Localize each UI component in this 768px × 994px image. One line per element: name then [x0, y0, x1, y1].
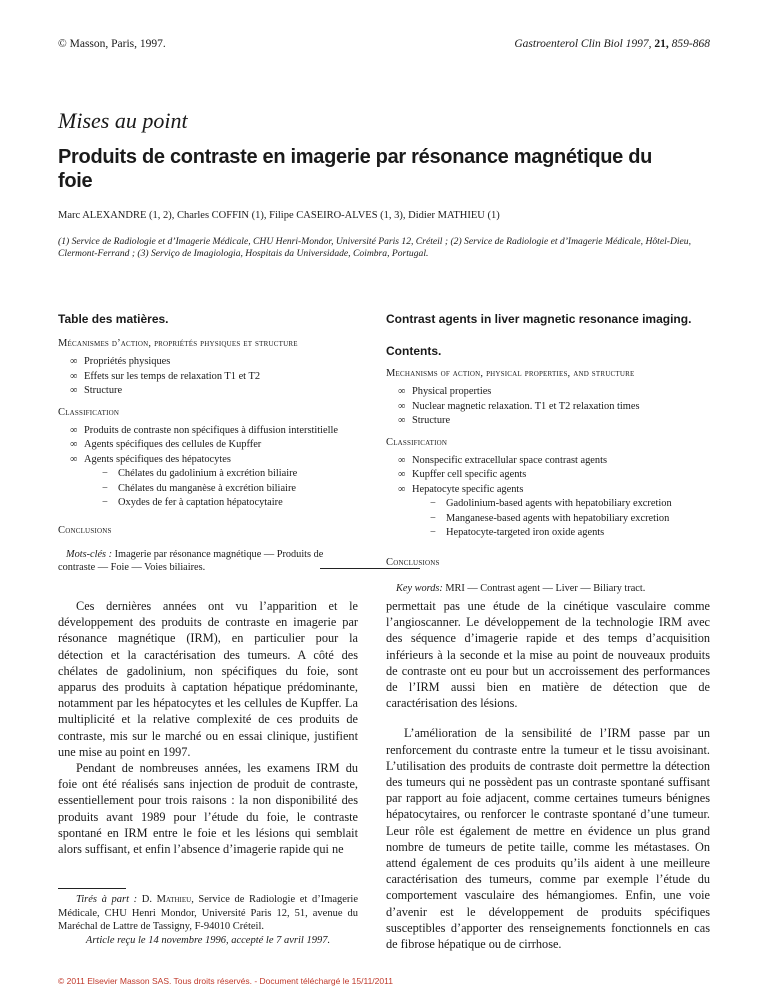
toc-section-conclusions: Conclusions	[58, 524, 112, 536]
reprint-note: Tirés à part : D. Mathieu, Service de Radiologie et d’Imagerie Médicale, CHU Henri Mondor, Université Paris 12, 51, avenue du Maréchal de Lattre de Tassigny, F-94010 Créteil.	[58, 894, 359, 932]
toc-list-classification	[58, 424, 358, 511]
keywords-english: Key words: MRI — Contrast agent — Liver — Biliary tract.	[396, 582, 646, 594]
toc-english	[386, 312, 710, 595]
toc-section-conclusions-en: Conclusions	[386, 556, 440, 568]
toc-item: ∞ Agents spécifiques des hépatocytes	[70, 453, 231, 465]
copyright-header: © Masson, Paris, 1997.	[58, 38, 166, 50]
paragraph: permettait pas une étude de la cinétique vasculaire comme l’angioscanner. Le développement de la technologie IRM avec des séquence d’imagerie rapide et des temps d’acquisition inférieurs à la seconde et la mise au point de nouveaux produits de contraste ont eu pour but un accroissement des performances de l’IRM aussi bien en matière de détection que de caractérisation des lésions.	[386, 599, 710, 711]
toc-item: ∞ Nonspecific extracellular space contrast agents	[398, 454, 608, 466]
separator-rule	[320, 568, 420, 569]
toc-section-mechanisms-en: Mechanisms of action, physical properties, and structure	[386, 368, 635, 379]
toc-subitem: − Gadolinium-based agents with hepatobiliary excretion	[430, 498, 672, 509]
toc-item: ∞ Kupffer cell specific agents	[398, 469, 527, 480]
authors: Marc ALEXANDRE (1, 2), Charles COFFIN (1), Filipe CASEIRO-ALVES (1, 3), Didier MATHIEU (1)	[58, 210, 500, 221]
toc-item: ∞ Hepatocyte specific agents	[398, 483, 524, 495]
article-title: Produits de contraste en imagerie par résonance magnétique du foie	[58, 146, 653, 192]
download-notice: © 2011 Elsevier Masson SAS. Tous droits réservés. - Document téléchargé le 15/11/2011	[58, 976, 393, 986]
journal-name: Gastroenterol Clin Biol	[514, 38, 623, 50]
toc-section-classification-en: Classification	[386, 436, 448, 448]
footnote	[58, 893, 358, 947]
toc-subitem: − Chélates du gadolinium à excrétion biliaire	[102, 468, 298, 479]
toc-item: ∞ Effets sur les temps de relaxation T1 et T2	[70, 370, 261, 382]
body-column-left	[58, 598, 358, 857]
paragraph: Ces dernières années ont vu l’apparition et le développement des produits de contraste en imagerie par résonance magnétique (IRM), en particulier pour la détection et la caractérisation des tumeurs. A côté des chélates de gadolinium, non spécifiques du foie, sont apparus des produits à captation hépatique prédominante, notamment par les hépatocytes et les cellules de Kupffer. La multiplicité et la relative complexité de ces produits de contraste, mis sur le marché ou en essai clinique, justifient une mise au point en 1997.	[58, 599, 358, 759]
received-note: Article reçu le 14 novembre 1996, accepté le 7 avril 1997.	[85, 934, 331, 946]
toc-french	[58, 312, 358, 574]
toc-item: ∞ Structure	[70, 385, 123, 396]
english-title: Contrast agents in liver magnetic resonance imaging.	[386, 312, 692, 326]
toc-section-classification: Classification	[58, 406, 120, 418]
section-label: Mises au point	[58, 108, 188, 133]
journal-citation	[514, 38, 710, 50]
paragraph: L’amélioration de la sensibilité de l’IRM passe par un renforcement du contraste entre la tumeur et le tissu avoisinant. L’utilisation des produits de contraste doit permettre la détection des tumeurs qui ne possèdent pas un contraste spontané suffisant par rapport au foie adjacent, comme certaines tumeurs bénignes hépatocytaires, ou renforcer le contraste spontané d’une tumeur. Leur rôle est également de mettre en évidence un plus grand nombre de tumeurs de petite taille, comme les métastases. On attend également de ces produits qu’ils aident à une meilleure caractérisation des tumeurs, comme par exemple l’étude du comportement vasculaire des hémangiomes. Enfin, une voie d’avenir est le développement de produits spécifiques susceptibles d’apporter des renseignements fonctionnels en cas de fibrose hépatique ou de cirrhose.	[386, 726, 710, 952]
toc-subitem: − Chélates du manganèse à excrétion biliaire	[102, 482, 297, 494]
toc-subitem: − Oxydes de fer à captation hépatocytaire	[102, 497, 283, 508]
toc-item: ∞ Structure	[398, 415, 451, 426]
toc-list-classification-en	[386, 454, 710, 541]
body-column-right	[386, 598, 710, 952]
journal-pages: 859-868	[671, 38, 710, 50]
toc-item: ∞ Nuclear magnetic relaxation. T1 et T2 relaxation times	[398, 400, 640, 412]
journal-year: 1997,	[625, 38, 652, 50]
toc-item: ∞ Agents spécifiques des cellules de Kupffer	[70, 439, 262, 450]
toc-item: ∞ Propriétés physiques	[70, 356, 171, 367]
affiliations: (1) Service de Radiologie et d’Imagerie Médicale, CHU Henri-Mondor, Université Paris 12, Créteil ; (2) Service de Radiologie et d’Imagerie Médicale, Hôtel-Dieu, Clermont-Ferrand ; (3) Serviço de Imagiologia, Hospitais da Universidade, Coimbra, Portugal.	[58, 236, 691, 259]
toc-heading: Table des matières.	[58, 312, 169, 326]
toc-item: ∞ Physical properties	[398, 386, 492, 397]
keywords-french: Mots-clés : Imagerie par résonance magnétique — Produits de contraste — Foie — Voies biliaires.	[58, 548, 324, 573]
toc-section-mechanisms: Mécanismes d’action, propriétés physiques et structure	[58, 338, 298, 349]
contents-heading: Contents.	[386, 344, 442, 358]
toc-item: ∞ Produits de contraste non spécifiques à diffusion interstitielle	[70, 424, 339, 436]
footnote-rule	[58, 888, 126, 889]
toc-subitem: − Hepatocyte-targeted iron oxide agents	[430, 527, 605, 538]
journal-volume: 21,	[654, 38, 669, 50]
paragraph: Pendant de nombreuses années, les examens IRM du foie ont été réalisés sans injection de produit de contraste, essentiellement pour trois raisons : la non disponibilité des produits avant 1989 pour l’étude du foie, le contraste spontané en IRM entre le foie et les lésions qui semblait alors suffisant, et enfin l’absence d’imagerie rapide qui ne	[58, 761, 358, 857]
toc-list-mechanisms	[58, 355, 358, 399]
toc-list-mechanisms-en	[386, 385, 710, 429]
toc-subitem: − Manganese-based agents with hepatobiliary excretion	[430, 512, 670, 524]
